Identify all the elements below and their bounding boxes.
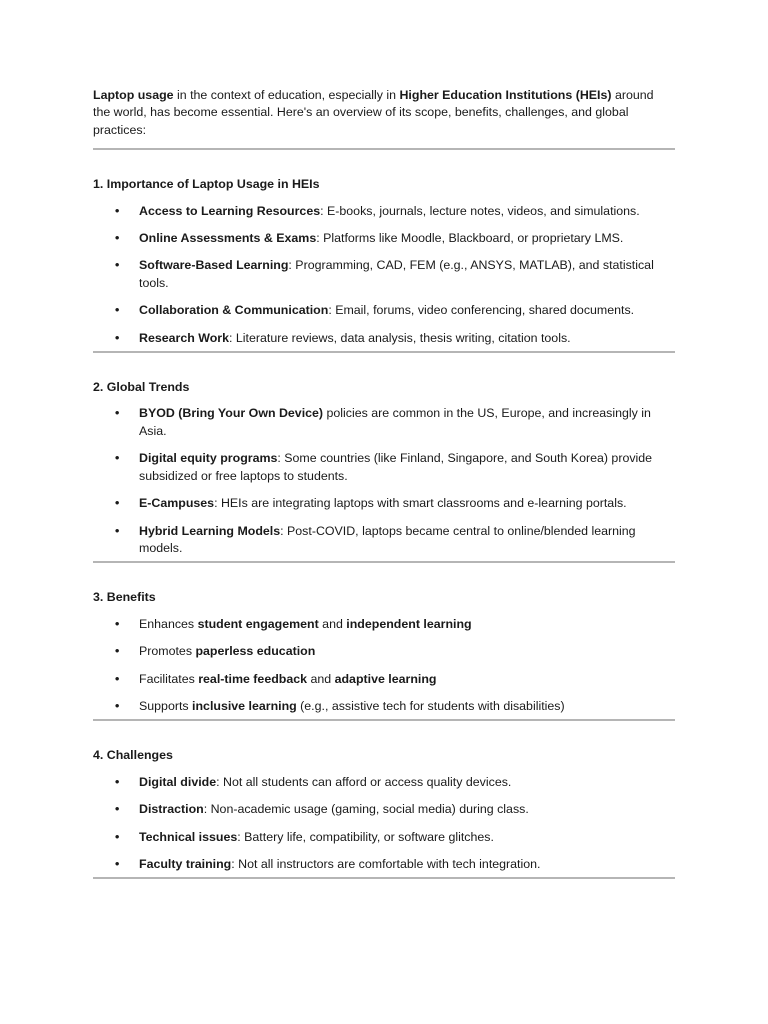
bullet-list: [93, 616, 675, 716]
list-item-line: [139, 275, 675, 292]
bold-text: E-Campuses: [139, 496, 215, 511]
list-item: [93, 257, 675, 292]
bold-text: independent learning: [346, 616, 472, 631]
section-heading: 2. Global Trends: [93, 380, 190, 395]
list-item-line: [139, 450, 675, 467]
bullet-icon: •: [115, 671, 120, 686]
bold-text: BYOD (Bring Your Own Device): [139, 406, 324, 421]
list-item-line: [139, 801, 675, 818]
section-heading: 4. Challenges: [93, 748, 173, 763]
list-item: [93, 774, 675, 791]
text-run: : E-books, journals, lecture notes, videos, and simulations.: [320, 203, 640, 218]
bold-text: adaptive learning: [334, 671, 437, 686]
bold-text: Collaboration & Communication: [139, 303, 329, 318]
text-run: practices:: [93, 122, 147, 137]
list-item-line: [139, 616, 675, 633]
list-item-line: [139, 540, 675, 557]
bold-text: Laptop usage: [93, 88, 174, 102]
section-divider: [93, 877, 675, 879]
bullet-icon: •: [115, 231, 120, 246]
bold-text: student engagement: [197, 616, 319, 631]
intro-paragraph: [93, 87, 675, 139]
bullet-icon: •: [115, 523, 120, 538]
bullet-list: [93, 405, 675, 557]
bullet-icon: •: [115, 616, 120, 631]
document-page: [93, 87, 675, 879]
list-item: [93, 450, 675, 485]
section: [93, 747, 675, 873]
list-item-line: [139, 468, 675, 485]
bold-text: Digital divide: [139, 774, 217, 789]
intro-line: [93, 87, 675, 104]
text-run: : Some countries (like Finland, Singapore, and South Korea) provide: [277, 451, 653, 466]
bullet-icon: •: [115, 802, 120, 817]
list-item-line: [139, 698, 675, 715]
list-item: [93, 495, 675, 512]
bold-text: Faculty training: [139, 856, 232, 871]
list-item: [93, 829, 675, 846]
list-item: [93, 203, 675, 220]
list-item-line: [139, 423, 675, 440]
text-run: : Non-academic usage (gaming, social media) during class.: [203, 802, 529, 817]
list-item: [93, 801, 675, 818]
list-item: [93, 302, 675, 319]
list-item-line: [139, 330, 675, 347]
list-item: [93, 616, 675, 633]
text-run: : Platforms like Moodle, Blackboard, or proprietary LMS.: [316, 231, 624, 246]
text-run: : Battery life, compatibility, or software glitches.: [237, 829, 494, 844]
bullet-icon: •: [115, 406, 120, 421]
text-run: : Email, forums, video conferencing, shared documents.: [328, 303, 635, 318]
section-divider: [93, 351, 675, 353]
text-run: and: [318, 616, 347, 631]
bold-text: Digital equity programs: [139, 451, 278, 466]
bullet-icon: •: [115, 774, 120, 789]
text-run: the world, has become essential. Here's an overview of its scope, benefits, challenges, and global: [93, 105, 629, 120]
bold-text: real-time feedback: [198, 671, 308, 686]
intro-line: [93, 122, 675, 139]
list-item: [93, 671, 675, 688]
bullet-icon: •: [115, 203, 120, 218]
list-item-line: [139, 230, 675, 247]
list-item: [93, 523, 675, 558]
list-item: [93, 405, 675, 440]
section-heading: 1. Importance of Laptop Usage in HEIs: [93, 177, 320, 192]
text-run: : Literature reviews, data analysis, thesis writing, citation tools.: [229, 330, 571, 345]
list-item-line: [139, 643, 675, 660]
text-run: models.: [139, 540, 183, 555]
text-run: : Not all instructors are comfortable with tech integration.: [231, 856, 541, 871]
section: [93, 176, 675, 347]
bullet-icon: •: [115, 330, 120, 345]
text-run: in the context of education, especially in: [173, 88, 400, 102]
text-run: Promotes: [139, 644, 196, 659]
bullet-list: [93, 774, 675, 874]
list-item-line: [139, 302, 675, 319]
bullet-icon: •: [115, 829, 120, 844]
list-item-line: [139, 405, 675, 422]
text-run: Facilitates: [139, 671, 199, 686]
bold-text: Hybrid Learning Models: [139, 523, 281, 538]
bullet-icon: •: [115, 303, 120, 318]
list-item: [93, 643, 675, 660]
section-divider: [93, 719, 675, 721]
bold-text: Technical issues: [139, 829, 238, 844]
bullet-icon: •: [115, 856, 120, 871]
text-run: : Programming, CAD, FEM (e.g., ANSYS, MATLAB), and statistical: [288, 258, 654, 273]
bold-text: Online Assessments & Exams: [139, 231, 317, 246]
list-item: [93, 330, 675, 347]
list-item-line: [139, 495, 675, 512]
text-run: Enhances: [139, 616, 198, 631]
intro-line: [93, 104, 675, 121]
list-item-line: [139, 774, 675, 791]
section-heading: 3. Benefits: [93, 590, 156, 605]
bold-text: Higher Education Institutions (HEIs): [399, 88, 612, 102]
text-run: policies are common in the US, Europe, and increasingly in: [323, 406, 651, 421]
bold-text: Access to Learning Resources: [139, 203, 321, 218]
text-run: (e.g., assistive tech for students with disabilities): [296, 698, 565, 713]
text-run: : HEIs are integrating laptops with smart classrooms and e-learning portals.: [214, 496, 627, 511]
bullet-icon: •: [115, 451, 120, 466]
bold-text: Research Work: [139, 330, 229, 345]
section-divider: [93, 561, 675, 563]
list-item-line: [139, 829, 675, 846]
section: [93, 589, 675, 715]
bullet-icon: •: [115, 644, 120, 659]
bullet-icon: •: [115, 698, 120, 713]
bold-text: inclusive learning: [192, 698, 297, 713]
text-run: and: [307, 671, 335, 686]
list-item-line: [139, 203, 675, 220]
list-item: [93, 698, 675, 715]
text-run: Asia.: [139, 423, 167, 438]
section-divider: [93, 148, 675, 150]
text-run: Supports: [139, 698, 193, 713]
text-run: subsidized or free laptops to students.: [139, 468, 348, 483]
text-run: : Post-COVID, laptops became central to online/blended learning: [280, 523, 636, 538]
bold-text: Software-Based Learning: [139, 258, 289, 273]
bullet-icon: •: [115, 496, 120, 511]
list-item-line: [139, 257, 675, 274]
list-item-line: [139, 523, 675, 540]
sections-container: [93, 148, 675, 879]
bullet-icon: •: [115, 258, 120, 273]
bullet-list: [93, 203, 675, 347]
bold-text: Distraction: [139, 802, 204, 817]
text-run: tools.: [139, 275, 169, 290]
list-item: [93, 230, 675, 247]
text-run: : Not all students can afford or access quality devices.: [216, 774, 512, 789]
list-item-line: [139, 856, 675, 873]
text-run: around: [611, 88, 654, 102]
section: [93, 379, 675, 557]
list-item-line: [139, 671, 675, 688]
bold-text: paperless education: [195, 644, 316, 659]
list-item: [93, 856, 675, 873]
